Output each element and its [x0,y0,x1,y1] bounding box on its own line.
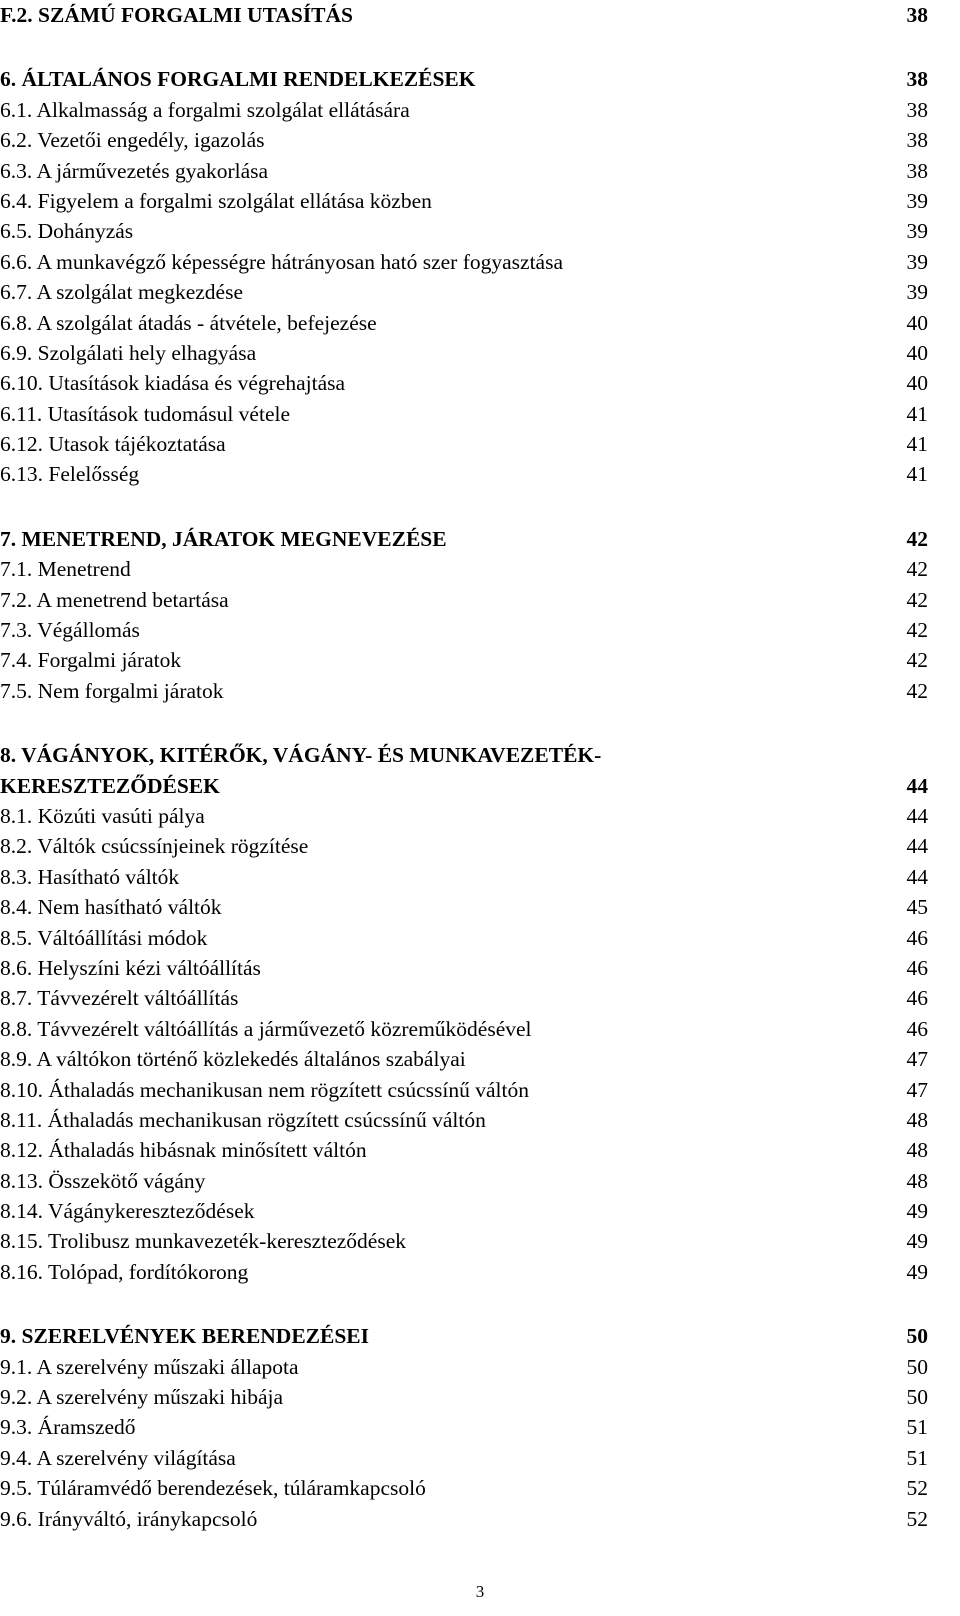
toc-entry-page: 44 [906,773,928,798]
toc-heading [0,740,928,770]
toc-entry [0,459,928,489]
toc-entry [0,1504,928,1534]
toc-entry-page: 49 [906,1229,928,1254]
toc-entry-title: 6.13. Felelősség [0,462,140,487]
toc-entry-title: 7.2. A menetrend betartása [0,587,229,612]
toc-entry-page: 50 [906,1385,928,1410]
toc-entry-page: 48 [906,1138,928,1163]
toc-entry-title: KERESZTEZŐDÉSEK [0,773,220,798]
toc-entry [0,1412,928,1442]
toc-entry [0,1196,928,1226]
toc-entry-page: 38 [906,128,928,153]
toc-entry [0,1443,928,1473]
toc-entry [0,615,928,645]
toc-entry-title: 6.11. Utasítások tudomásul vétele [0,401,290,426]
toc-entry-page: 50 [906,1324,928,1349]
toc-entry-page: 39 [906,249,928,274]
toc-entry-title: 9.2. A szerelvény műszaki hibája [0,1385,284,1410]
toc-entry-title: 6.5. Dohányzás [0,219,134,244]
toc-entry-title: 9. SZERELVÉNYEK BERENDEZÉSEI [0,1324,370,1349]
toc-entry [0,1014,928,1044]
toc-entry [0,1352,928,1382]
toc-entry-title: 8. VÁGÁNYOK, KITÉRŐK, VÁGÁNY- ÉS MUNKAVEZETÉK- [0,743,602,768]
toc-entry-title: F.2. SZÁMÚ FORGALMI UTASÍTÁS [0,3,354,27]
toc-entry-title: 8.14. Vágánykereszteződések [0,1199,255,1224]
toc-entry [0,801,928,831]
toc-entry [0,308,928,338]
toc-entry-title: 7.4. Forgalmi járatok [0,648,182,673]
toc-entry-page: 41 [906,401,928,426]
toc-entry [0,399,928,429]
toc-entry-title: 8.5. Váltóállítási módok [0,925,208,950]
toc-entry-title: 6.9. Szolgálati hely elhagyása [0,340,257,365]
toc-entry-page: 38 [906,67,928,92]
toc-entry-title: 8.2. Váltók csúcssínjeinek rögzítése [0,834,309,859]
toc-entry [0,247,928,277]
toc-entry-title: 6.4. Figyelem a forgalmi szolgálat ellátása közben [0,188,432,213]
toc-entry-title: 9.1. A szerelvény műszaki állapota [0,1354,299,1379]
toc-entry-title: 8.15. Trolibusz munkavezeték-kereszteződések [0,1229,406,1254]
toc-entry-title: 9.6. Irányváltó, iránykapcsoló [0,1506,258,1531]
toc-entry [0,1075,928,1105]
toc-entry-page: 42 [906,587,928,612]
toc-entry-page: 52 [906,1506,928,1531]
toc-entry-title: 6.8. A szolgálat átadás - átvétele, befejezése [0,310,377,335]
toc-entry-page: 39 [906,280,928,305]
toc-entry [0,338,928,368]
toc-entry [0,95,928,125]
toc-entry-title: 9.5. Túláramvédő berendezések, túláramkapcsoló [0,1476,426,1501]
toc-heading [0,0,928,30]
toc-entry-page: 47 [906,1047,928,1072]
toc-entry-page: 41 [906,462,928,487]
toc-entry-page: 40 [906,371,928,396]
toc-entry [0,831,928,861]
toc-entry-title: 8.16. Tolópad, fordítókorong [0,1259,249,1284]
toc-entry [0,368,928,398]
toc-entry-title: 8.9. A váltókon történő közlekedés általános szabályai [0,1047,466,1072]
toc-entry-page: 42 [906,557,928,582]
toc-heading [0,524,928,554]
toc-entry-page: 46 [906,986,928,1011]
toc-entry-title: 7.1. Menetrend [0,557,131,582]
toc-entry-page: 44 [906,803,928,828]
toc-entry [0,676,928,706]
toc-entry-title: 9.3. Áramszedő [0,1415,136,1440]
toc-entry-page: 41 [906,432,928,457]
toc-entry-title: 8.11. Áthaladás mechanikusan rögzített csúcssínű váltón [0,1107,486,1132]
toc-entry-page: 51 [906,1445,928,1470]
toc-entry [0,156,928,186]
toc-entry-page: 52 [906,1476,928,1501]
toc-entry-title: 8.10. Áthaladás mechanikusan nem rögzített csúcssínű váltón [0,1077,530,1102]
toc-entry-page: 40 [906,310,928,335]
toc-entry-page: 48 [906,1107,928,1132]
toc-entry-page: 42 [906,678,928,703]
toc-entry-page: 39 [906,188,928,213]
toc-entry [0,1226,928,1256]
toc-entry-page: 47 [906,1077,928,1102]
toc-entry [0,923,928,953]
toc-entry [0,585,928,615]
toc-entry-page: 44 [906,834,928,859]
toc-entry-page: 39 [906,219,928,244]
toc-entry-title: 7.5. Nem forgalmi járatok [0,678,224,703]
toc-heading [0,1321,928,1351]
toc-entry-title: 8.12. Áthaladás hibásnak minősített váltón [0,1138,367,1163]
toc-entry [0,1135,928,1165]
toc-entry-page: 42 [906,648,928,673]
toc-entry [0,1044,928,1074]
toc-entry-page: 48 [906,1168,928,1193]
toc-entry [0,1473,928,1503]
toc-entry-page: 49 [906,1259,928,1284]
toc-entry-page: 50 [906,1354,928,1379]
toc-entry-page: 46 [906,955,928,980]
toc-entry-page: 51 [906,1415,928,1440]
toc-entry-title: 6. ÁLTALÁNOS FORGALMI RENDELKEZÉSEK [0,67,476,92]
toc-entry [0,277,928,307]
toc-entry-title: 8.7. Távvezérelt váltóállítás [0,986,239,1011]
toc-entry [0,1105,928,1135]
toc-entry-title: 6.10. Utasítások kiadása és végrehajtása [0,371,346,396]
toc-entry [0,862,928,892]
toc-entry-page: 44 [906,864,928,889]
toc-entry-page: 45 [906,895,928,920]
toc-entry-title: 6.2. Vezetői engedély, igazolás [0,128,265,153]
toc-entry [0,983,928,1013]
toc-entry-title: 8.6. Helyszíni kézi váltóállítás [0,955,261,980]
toc-entry [0,216,928,246]
toc-entry-page: 40 [906,340,928,365]
toc-entry-page: 38 [906,97,928,122]
page-number: 3 [475,1582,485,1601]
toc-entry [0,645,928,675]
toc-entry-title: 8.13. Összekötő vágány [0,1168,206,1193]
toc-entry-page: 42 [906,526,928,551]
toc-entry-page: 46 [906,1016,928,1041]
toc-entry [0,1382,928,1412]
toc-entry-title: 6.12. Utasok tájékoztatása [0,432,226,457]
toc-entry [0,1166,928,1196]
toc-entry [0,953,928,983]
toc-entry [0,1257,928,1287]
toc-entry [0,186,928,216]
toc-entry-page: 38 [906,3,928,27]
toc-entry-page: 38 [906,158,928,183]
toc-entry-title: 6.6. A munkavégző képességre hátrányosan ható szer fogyasztása [0,249,563,274]
toc-entry-title: 7. MENETREND, JÁRATOK MEGNEVEZÉSE [0,526,447,551]
toc-entry-page: 42 [906,618,928,643]
toc-entry-page: 46 [906,925,928,950]
toc-entry-title: 8.3. Hasítható váltók [0,864,180,889]
toc-heading [0,771,928,801]
toc-entry-title: 8.1. Közúti vasúti pálya [0,803,205,828]
toc-entry [0,554,928,584]
toc-heading [0,64,928,94]
toc-entry-title: 6.3. A járművezetés gyakorlása [0,158,269,183]
toc-entry [0,125,928,155]
toc-entry-page: 49 [906,1199,928,1224]
toc-entry-title: 7.3. Végállomás [0,618,140,643]
toc-entry-title: 9.4. A szerelvény világítása [0,1445,236,1470]
toc-entry [0,429,928,459]
toc-entry-title: 8.8. Távvezérelt váltóállítás a járművezető közreműködésével [0,1016,532,1041]
toc-entry-title: 6.1. Alkalmasság a forgalmi szolgálat ellátására [0,97,410,122]
toc-entry-title: 8.4. Nem hasítható váltók [0,895,222,920]
toc-entry [0,892,928,922]
toc-entry-title: 6.7. A szolgálat megkezdése [0,280,243,305]
